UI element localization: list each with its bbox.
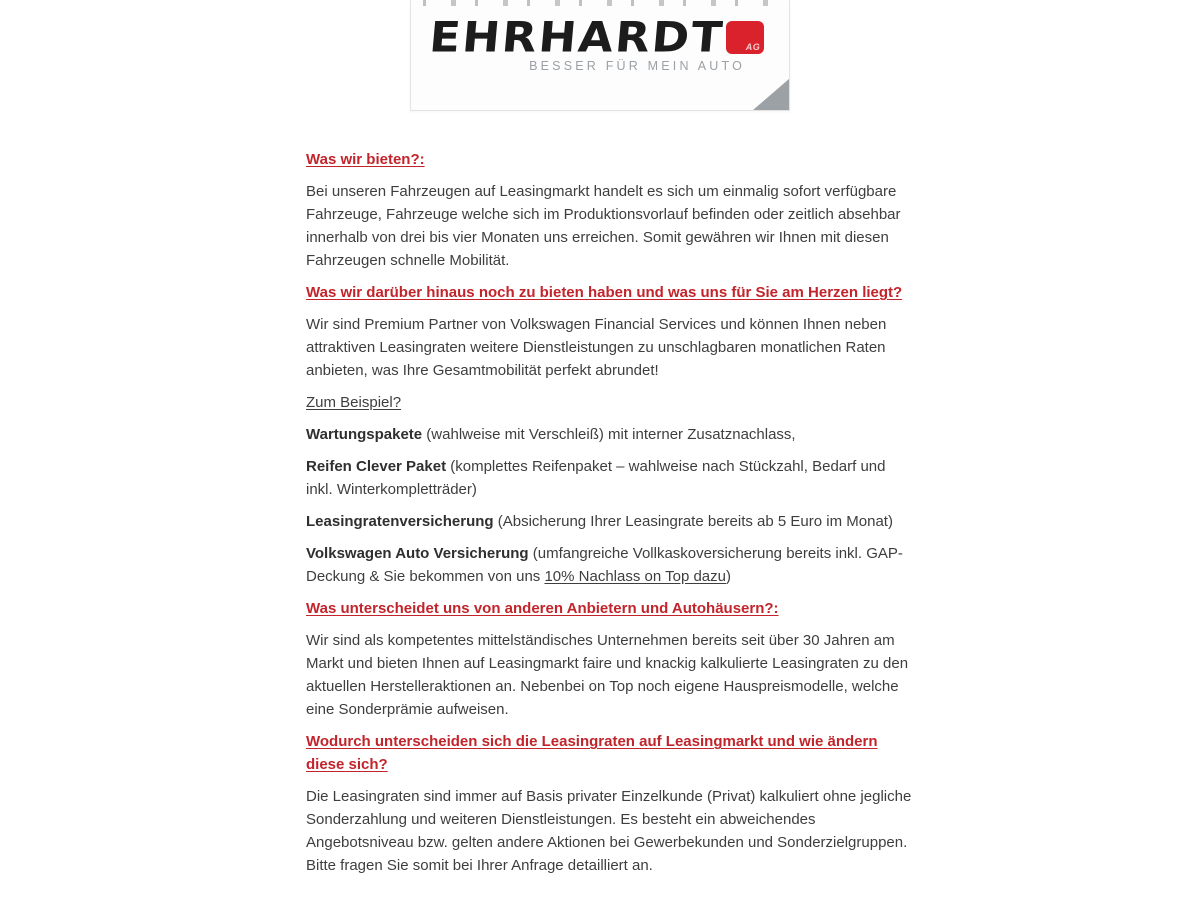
service-name: Reifen Clever Paket (306, 458, 447, 475)
paragraph-4: Die Leasingraten sind immer auf Basis privater Einzelkunde (Privat) kalkuliert ohne jegliche Sonderzahlung und weiteren Dienstleistungen. Es besteht ein abweichendes Angebotsniveau bzw. gelten andere Aktionen bei Gewerbekunden und Sonderzielgruppen. Bitte fragen Sie somit bei Ihrer Anfrage detailliert an. (306, 788, 912, 874)
service-description: (Absicherung Ihrer Leasingrate bereits ab 5 Euro im Monat) (493, 513, 893, 530)
brand-row (427, 12, 764, 62)
ehrhardt-logo-card (410, 0, 790, 111)
section-heading-2: Was wir darüber hinaus noch zu bieten haben und was uns für Sie am Herzen liegt? (306, 284, 903, 301)
clipped-header-remnant (423, 0, 779, 6)
service-description: (wahlweise mit Verschleiß) mit interner Zusatznachlass, (422, 426, 796, 443)
service-item-2 (306, 455, 914, 501)
paragraph-2: Wir sind Premium Partner von Volkswagen Financial Services und können Ihnen neben attraktiven Leasingraten weitere Dienstleistungen zu unschlagbaren monatlichen Raten anbieten, was Ihre Gesamtmobilität perfekt abrundet! (306, 316, 887, 379)
brand-tagline: BESSER FÜR MEIN AUTO (529, 59, 745, 73)
ag-badge-label: AG (745, 42, 761, 52)
service-name: Volkswagen Auto Versicherung (306, 545, 529, 562)
service-description-end: ) (725, 568, 731, 585)
service-item-1 (306, 423, 914, 446)
service-name: Wartungspakete (306, 426, 423, 443)
service-name: Leasingratenversicherung (306, 513, 494, 530)
paragraph-3: Wir sind als kompetentes mittelständisches Unternehmen bereits seit über 30 Jahren am Markt und bieten Ihnen auf Leasingmarkt faire und knackig kalkulierte Leasingraten zu den aktuellen Herstelleraktionen an. Nebenbei on Top noch eigene Hauspreismodelle, welche eine Sonderprämie aufweisen. (306, 632, 909, 718)
discount-highlight: 10% Nachlass on Top dazu (544, 568, 726, 585)
brand-wordmark: EHRHARDT (427, 12, 727, 62)
section-heading-3: Was unterscheidet uns von anderen Anbietern und Autohäusern?: (306, 600, 779, 617)
service-item-4 (306, 542, 914, 588)
service-description: (komplettes Reifenpaket – wahlweise nach Stückzahl, Bedarf und inkl. Winterkompletträder) (306, 458, 886, 498)
service-item-3 (306, 510, 914, 533)
faq-document (306, 148, 914, 886)
section-heading-1: Was wir bieten?: (306, 151, 425, 168)
ag-badge (726, 21, 764, 54)
corner-fold-decoration (753, 79, 789, 110)
subheading-zum-beispiel: Zum Beispiel? (306, 394, 402, 411)
paragraph-1: Bei unseren Fahrzeugen auf Leasingmarkt handelt es sich um einmalig sofort verfügbare Fahrzeuge, Fahrzeuge welche sich im Produktionsvorlauf befinden oder zeitlich absehbar innerhalb von drei bis vier Monaten uns erreichen. Somit gewähren wir Ihnen mit diesen Fahrzeugen schnelle Mobilität. (306, 183, 901, 269)
service-description: (umfangreiche Vollkaskoversicherung bereits inkl. GAP-Deckung & Sie bekommen von uns (306, 545, 903, 585)
section-heading-4: Wodurch unterscheiden sich die Leasingraten auf Leasingmarkt und wie ändern diese sich? (306, 733, 878, 773)
